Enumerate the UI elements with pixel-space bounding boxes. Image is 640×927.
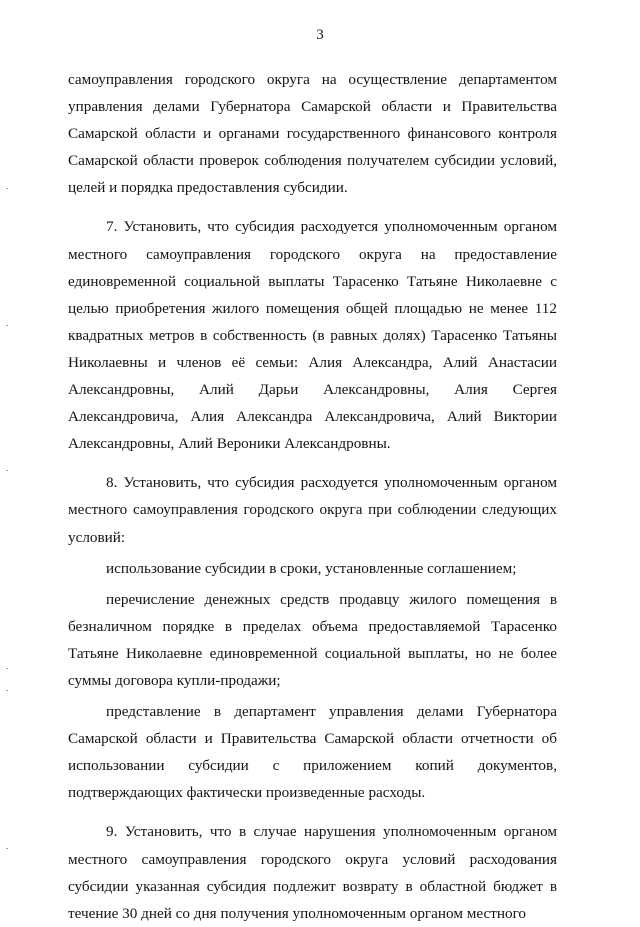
paragraph-item-8: 8. Установить, что субсидия расходуется уполномоченным органом местного самоуправления городского округа при соблюдении следующих условий: xyxy=(68,474,557,546)
condition-1: использование субсидии в сроки, установленные соглашением; xyxy=(106,559,517,577)
scan-mark xyxy=(6,690,8,691)
paragraph-item-7: 7. Установить, что субсидия расходуется уполномоченным органом местного самоуправления городского округа на предоставление единовременной социальной выплаты Тарасенко Татьяне Николаевне с целью приобретения жилого помещения общей площадью не менее 112 квадратных метров в собственность (в равных долях) Тарасенко Татьяны Николаевны и членов её семьи: Алия Александра, Алий Анастасии Александровны, Алий Дарьи Александровны, Алия Сергея Александровича, Алия Александра Александровича, Алий Виктории Александровны, Алий Вероники Александровны. xyxy=(68,218,557,453)
scan-mark xyxy=(6,470,8,471)
scan-mark xyxy=(6,325,8,326)
condition-2: перечисление денежных средств продавцу жилого помещения в безналичном порядке в пределах объема предоставляемой Тарасенко Татьяне Николаевне единовременной социальной выплаты, но не более суммы договора купли-продажи; xyxy=(68,590,557,689)
condition-3: представление в департамент управления делами Губернатора Самарской области и Правительства Самарской области отчетности об использовании субсидии с приложением копий документов, подтверждающих фактически произведенные расходы. xyxy=(68,703,557,802)
scan-mark xyxy=(6,668,8,669)
page-number: 3 xyxy=(316,27,324,43)
paragraph-item-9: 9. Установить, что в случае нарушения уполномоченным органом местного самоуправления городского округа условий расходования субсидии указанная субсидия подлежит возврату в областной бюджет в течение 30 дней со дня получения уполномоченным органом местного xyxy=(68,823,557,922)
paragraph-continuation: самоуправления городского округа на осуществление департаментом управления делами Губернатора Самарской области и Правительства Самарской области и органами государственного финансового контроля Самарской области проверок соблюдения получателем субсидии условий, целей и порядка предоставления субсидии. xyxy=(68,71,557,197)
document-body xyxy=(68,66,557,927)
scan-mark xyxy=(6,848,8,849)
scan-mark xyxy=(6,188,8,189)
